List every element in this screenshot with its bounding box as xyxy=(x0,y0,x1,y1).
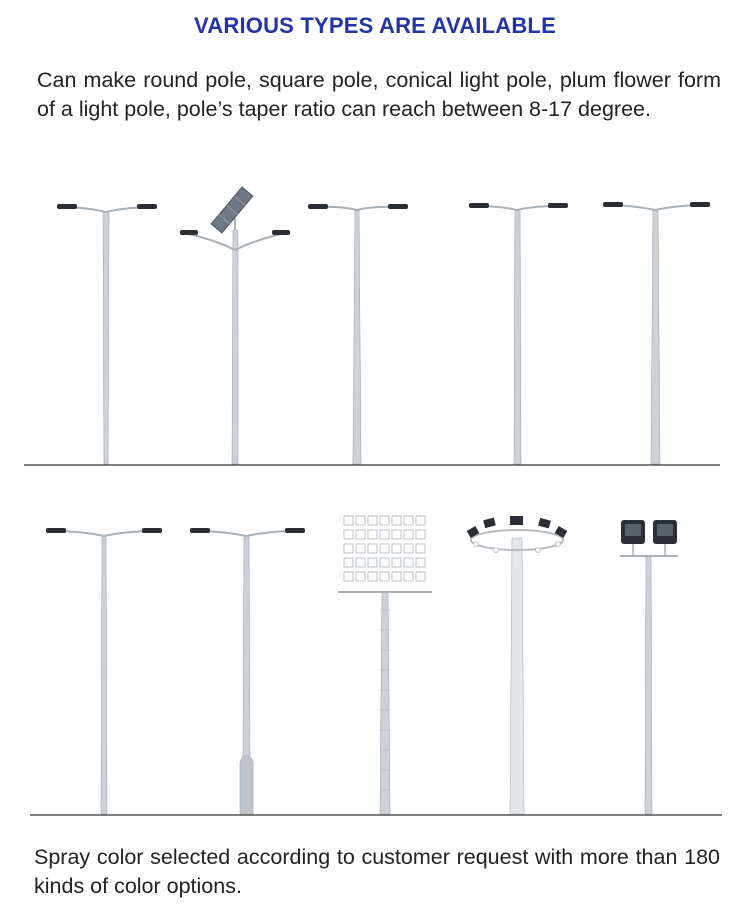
pole-row-2 xyxy=(0,500,750,820)
stadium-mast-illustration xyxy=(338,516,432,814)
lamp-head-icon xyxy=(285,528,305,533)
floodlight-head-icon xyxy=(621,520,677,556)
double-arm-pole-illustration xyxy=(46,528,162,814)
intro-paragraph: Can make round pole, square pole, conical light pole, plum flower form of a light pole, pole’s taper ratio can reach between 8-17 degree. xyxy=(37,68,721,121)
floodlight-head-icon xyxy=(467,516,568,538)
lamp-head-icon xyxy=(57,204,77,209)
double-arm-pole-illustration xyxy=(603,202,710,464)
lamp-head-icon xyxy=(690,202,710,207)
lamp-head-icon xyxy=(180,230,198,235)
pole-row-1 xyxy=(0,180,750,470)
footer-paragraph: Spray color selected according to customer request with more than 180 kinds of color options. xyxy=(34,845,720,898)
lamp-head-icon xyxy=(548,203,568,208)
double-arm-pole-illustration xyxy=(469,203,568,464)
double-arm-pole-illustration xyxy=(308,204,408,464)
lamp-head-icon xyxy=(388,204,408,209)
solar-pole-illustration xyxy=(180,187,290,464)
lamp-head-icon xyxy=(142,528,162,533)
decorative-base-pole-illustration xyxy=(190,528,305,814)
floodlight-array-icon xyxy=(344,516,425,581)
lamp-head-icon xyxy=(137,204,157,209)
solar-panel-icon xyxy=(211,187,253,233)
double-arm-pole-illustration xyxy=(57,204,157,464)
lamp-head-icon xyxy=(308,204,328,209)
high-mast-illustration xyxy=(467,516,568,814)
lamp-head-icon xyxy=(603,202,623,207)
floodlight-pole-illustration xyxy=(620,520,678,814)
lamp-head-icon xyxy=(272,230,290,235)
page-title: VARIOUS TYPES ARE AVAILABLE xyxy=(194,13,556,38)
lamp-head-icon xyxy=(469,203,489,208)
lamp-head-icon xyxy=(190,528,210,533)
lamp-head-icon xyxy=(46,528,66,533)
